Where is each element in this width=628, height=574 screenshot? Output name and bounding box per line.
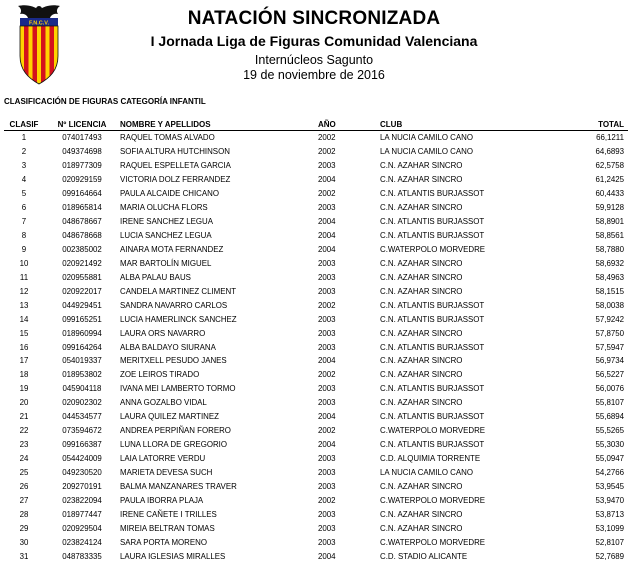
table-row xyxy=(4,284,628,298)
name-cell: MIREIA BELTRAN TOMAS xyxy=(120,523,215,533)
licence-cell: 020929159 xyxy=(62,175,102,185)
table-row xyxy=(4,507,628,521)
club-cell: C.N. AZAHAR SINCRO xyxy=(380,356,463,366)
column-header-nombre: NOMBRE Y APELLIDOS xyxy=(120,118,318,131)
name-cell: BALMA MANZANARES TRAVER xyxy=(120,481,237,491)
club-cell: C.WATERPOLO MORVEDRE xyxy=(380,244,486,254)
year-cell: 2002 xyxy=(318,133,336,143)
table-row xyxy=(4,298,628,312)
licence-cell: 020929504 xyxy=(62,523,102,533)
table-row xyxy=(4,549,628,563)
total-cell: 58,1515 xyxy=(595,286,624,296)
name-cell: PAULA IBORRA PLAJA xyxy=(120,495,204,505)
name-cell: LAURA QUILEZ MARTINEZ xyxy=(120,412,219,422)
table-row xyxy=(4,243,628,257)
year-cell: 2004 xyxy=(318,440,336,450)
total-cell: 53,8713 xyxy=(595,509,624,519)
club-cell: C.N. AZAHAR SINCRO xyxy=(380,161,463,171)
total-cell: 59,9128 xyxy=(595,203,624,213)
year-cell: 2003 xyxy=(318,161,336,171)
rank-cell: 8 xyxy=(21,231,27,241)
page-title: NATACIÓN SINCRONIZADA xyxy=(187,8,441,29)
licence-cell: 023824124 xyxy=(62,537,102,547)
rank-cell: 24 xyxy=(19,454,29,464)
name-cell: ANDREA PERPIÑAN FORERO xyxy=(120,426,231,436)
year-cell: 2003 xyxy=(318,272,336,282)
table-row xyxy=(4,493,628,507)
rank-cell: 17 xyxy=(19,356,29,366)
club-cell: C.WATERPOLO MORVEDRE xyxy=(380,426,486,436)
total-cell: 56,0076 xyxy=(595,384,624,394)
total-cell: 53,9545 xyxy=(595,481,624,491)
year-cell: 2004 xyxy=(318,217,336,227)
table-row xyxy=(4,326,628,340)
column-header-anio: AÑO xyxy=(318,118,380,131)
name-cell: VICTORIA DOLZ FERRANDEZ xyxy=(120,175,231,185)
rank-cell: 23 xyxy=(19,440,29,450)
rank-cell: 14 xyxy=(19,314,29,324)
year-cell: 2003 xyxy=(318,467,336,477)
licence-cell: 002385002 xyxy=(62,244,102,254)
total-cell: 57,8750 xyxy=(595,328,624,338)
date-text: 19 de noviembre de 2016 xyxy=(243,68,385,82)
table-row xyxy=(4,396,628,410)
total-cell: 53,9470 xyxy=(595,495,624,505)
name-cell: SANDRA NAVARRO CARLOS xyxy=(120,300,228,310)
year-cell: 2003 xyxy=(318,509,336,519)
rank-cell: 15 xyxy=(19,328,29,338)
name-cell: LAURA ORS NAVARRO xyxy=(120,328,206,338)
name-cell: PAULA ALCAIDE CHICANO xyxy=(120,189,219,199)
total-cell: 62,5758 xyxy=(595,161,624,171)
rank-cell: 22 xyxy=(19,426,29,436)
licence-cell: 018977447 xyxy=(62,509,102,519)
year-cell: 2002 xyxy=(318,495,336,505)
licence-cell: 049374698 xyxy=(62,147,102,157)
licence-cell: 054424009 xyxy=(62,454,102,464)
club-cell: C.D. STADIO ALICANTE xyxy=(380,551,468,561)
rank-cell: 31 xyxy=(19,551,29,561)
total-cell: 55,5265 xyxy=(595,426,624,436)
name-cell: SOFIA ALTURA HUTCHINSON xyxy=(120,147,230,157)
club-cell: C.N. AZAHAR SINCRO xyxy=(380,370,463,380)
rank-cell: 3 xyxy=(21,161,27,171)
club-cell: C.N. AZAHAR SINCRO xyxy=(380,509,463,519)
rank-cell: 26 xyxy=(19,481,29,491)
total-cell: 64,6893 xyxy=(595,147,624,157)
club-cell: C.N. AZAHAR SINCRO xyxy=(380,481,463,491)
licence-cell: 044929451 xyxy=(62,300,102,310)
name-cell: LAURA IGLESIAS MIRALLES xyxy=(120,551,226,561)
name-cell: SARA PORTA MORENO xyxy=(120,537,207,547)
total-cell: 56,9734 xyxy=(595,356,624,366)
year-cell: 2002 xyxy=(318,189,336,199)
licence-cell: 020921492 xyxy=(62,258,102,268)
table-row xyxy=(4,521,628,535)
club-cell: C.N. AZAHAR SINCRO xyxy=(380,286,463,296)
year-cell: 2002 xyxy=(318,300,336,310)
total-cell: 58,8901 xyxy=(595,217,624,227)
year-cell: 2002 xyxy=(318,370,336,380)
total-cell: 55,8107 xyxy=(595,398,624,408)
year-cell: 2003 xyxy=(318,258,336,268)
year-cell: 2004 xyxy=(318,175,336,185)
name-cell: LUCIA SANCHEZ LEGUA xyxy=(120,231,212,241)
total-cell: 53,1099 xyxy=(595,523,624,533)
venue-text: Internúcleos Sagunto xyxy=(254,53,374,67)
rank-cell: 5 xyxy=(21,189,27,199)
year-cell: 2002 xyxy=(318,147,336,157)
name-cell: IVANA MEI LAMBERTO TORMO xyxy=(120,384,236,394)
club-cell: C.N. AZAHAR SINCRO xyxy=(380,203,463,213)
rank-cell: 20 xyxy=(19,398,29,408)
table-header xyxy=(4,118,628,131)
rank-cell: 4 xyxy=(21,175,27,185)
licence-cell: 018953802 xyxy=(62,370,102,380)
column-header-club: CLUB xyxy=(380,118,566,131)
licence-cell: 018965814 xyxy=(62,203,102,213)
year-cell: 2003 xyxy=(318,398,336,408)
club-cell: C.N. ATLANTIS BURJASSOT xyxy=(380,300,485,310)
total-cell: 55,0947 xyxy=(595,454,624,464)
total-cell: 58,7880 xyxy=(595,244,624,254)
rank-cell: 18 xyxy=(19,370,29,380)
table-row xyxy=(4,159,628,173)
total-cell: 66,1211 xyxy=(596,133,624,143)
table-row xyxy=(4,215,628,229)
total-cell: 52,8107 xyxy=(595,537,624,547)
name-cell: IRENE CAÑETE I TRILLES xyxy=(120,509,217,519)
total-cell: 54,2766 xyxy=(595,467,624,477)
results-table xyxy=(4,118,628,563)
table-row xyxy=(4,479,628,493)
total-cell: 58,6932 xyxy=(595,258,624,268)
club-cell: LA NUCIA CAMILO CANO xyxy=(380,133,473,143)
club-cell: C.N. ATLANTIS BURJASSOT xyxy=(380,440,485,450)
table-row xyxy=(4,368,628,382)
name-cell: ALBA PALAU BAUS xyxy=(120,272,191,282)
name-cell: MARIA OLUCHA FLORS xyxy=(120,203,208,213)
club-cell: C.N. ATLANTIS BURJASSOT xyxy=(380,217,485,227)
club-cell: C.N. ATLANTIS BURJASSOT xyxy=(380,342,485,352)
rank-cell: 10 xyxy=(19,258,29,268)
licence-cell: 054019337 xyxy=(62,356,102,366)
name-cell: ANNA GOZALBO VIDAL xyxy=(120,398,207,408)
name-cell: MAR BARTOLÍN MIGUEL xyxy=(120,258,212,268)
table-row xyxy=(4,312,628,326)
club-cell: C.N. AZAHAR SINCRO xyxy=(380,175,463,185)
rank-cell: 29 xyxy=(19,523,29,533)
licence-cell: 099165251 xyxy=(62,314,102,324)
rank-cell: 13 xyxy=(19,300,29,310)
year-cell: 2003 xyxy=(318,286,336,296)
table-row xyxy=(4,340,628,354)
year-cell: 2004 xyxy=(318,231,336,241)
rank-cell: 12 xyxy=(19,286,29,296)
rank-cell: 11 xyxy=(19,272,29,282)
name-cell: IRENE SANCHEZ LEGUA xyxy=(120,217,213,227)
table-row xyxy=(4,382,628,396)
svg-text:F.N.C.V.: F.N.C.V. xyxy=(29,20,49,27)
year-cell: 2003 xyxy=(318,342,336,352)
column-header-total: TOTAL xyxy=(566,118,628,131)
year-cell: 2003 xyxy=(318,537,336,547)
rank-cell: 1 xyxy=(21,133,27,143)
club-cell: C.N. AZAHAR SINCRO xyxy=(380,328,463,338)
rank-cell: 9 xyxy=(21,244,27,254)
name-cell: LUNA LLORA DE GREGORIO xyxy=(120,440,227,450)
club-cell: C.N. ATLANTIS BURJASSOT xyxy=(380,384,485,394)
table-row xyxy=(4,201,628,215)
table-row xyxy=(4,424,628,438)
licence-cell: 049230520 xyxy=(62,467,102,477)
club-cell: C.WATERPOLO MORVEDRE xyxy=(380,495,486,505)
year-cell: 2003 xyxy=(318,384,336,394)
rank-cell: 21 xyxy=(19,412,29,422)
name-cell: MERITXELL PESUDO JANES xyxy=(120,356,227,366)
section-title: CLASIFICACIÓN DE FIGURAS CATEGORÍA INFANTIL xyxy=(4,97,206,106)
licence-cell: 044534577 xyxy=(62,412,102,422)
year-cell: 2004 xyxy=(318,412,336,422)
licence-cell: 074017493 xyxy=(62,133,102,143)
rank-cell: 25 xyxy=(19,467,29,477)
table-row xyxy=(4,452,628,466)
year-cell: 2004 xyxy=(318,244,336,254)
table-body xyxy=(4,131,628,564)
club-cell: C.WATERPOLO MORVEDRE xyxy=(380,537,486,547)
licence-cell: 048678668 xyxy=(62,231,102,241)
table-row xyxy=(4,173,628,187)
page-subtitle: I Jornada Liga de Figuras Comunidad Valenciana xyxy=(150,33,478,49)
club-cell: C.N. ATLANTIS BURJASSOT xyxy=(380,231,485,241)
licence-cell: 099164664 xyxy=(62,189,102,199)
licence-cell: 020955881 xyxy=(62,272,102,282)
licence-cell: 023822094 xyxy=(62,495,102,505)
year-cell: 2003 xyxy=(318,523,336,533)
total-cell: 58,8561 xyxy=(595,231,624,241)
year-cell: 2003 xyxy=(318,203,336,213)
name-cell: MARIETA DEVESA SUCH xyxy=(120,467,213,477)
table-row xyxy=(4,256,628,270)
name-cell: LUCIA HAMERLINCK SANCHEZ xyxy=(120,314,237,324)
table-row xyxy=(4,229,628,243)
total-cell: 58,4963 xyxy=(595,272,624,282)
licence-cell: 048783335 xyxy=(62,551,102,561)
club-cell: C.N. AZAHAR SINCRO xyxy=(380,398,463,408)
total-cell: 60,4433 xyxy=(595,189,624,199)
rank-cell: 19 xyxy=(19,384,29,394)
licence-cell: 018977309 xyxy=(62,161,102,171)
rank-cell: 28 xyxy=(19,509,29,519)
year-cell: 2003 xyxy=(318,481,336,491)
club-cell: C.N. ATLANTIS BURJASSOT xyxy=(380,189,485,199)
total-cell: 57,9242 xyxy=(595,314,624,324)
name-cell: RAQUEL TOMAS ALVADO xyxy=(120,133,215,143)
name-cell: ALBA BALDAYO SIURANA xyxy=(120,342,216,352)
licence-cell: 020902302 xyxy=(62,398,102,408)
year-cell: 2003 xyxy=(318,314,336,324)
club-cell: C.N. AZAHAR SINCRO xyxy=(380,523,463,533)
column-header-clasif: CLASIF xyxy=(4,118,44,131)
total-cell: 55,6894 xyxy=(595,412,624,422)
rank-cell: 6 xyxy=(21,203,27,213)
year-cell: 2004 xyxy=(318,551,336,561)
total-cell: 56,5227 xyxy=(595,370,624,380)
total-cell: 57,5947 xyxy=(595,342,624,352)
club-cell: C.N. AZAHAR SINCRO xyxy=(380,258,463,268)
total-cell: 55,3030 xyxy=(595,440,624,450)
name-cell: RAQUEL ESPELLETA GARCIA xyxy=(120,161,231,171)
table-row xyxy=(4,145,628,159)
rank-cell: 27 xyxy=(19,495,29,505)
rank-cell: 2 xyxy=(21,147,27,157)
year-cell: 2003 xyxy=(318,454,336,464)
club-cell: C.N. ATLANTIS BURJASSOT xyxy=(380,412,485,422)
table-row xyxy=(4,466,628,480)
rank-cell: 30 xyxy=(19,537,29,547)
rank-cell: 16 xyxy=(19,342,29,352)
name-cell: CANDELA MARTINEZ CLIMENT xyxy=(120,286,237,296)
name-cell: LAIA LATORRE VERDU xyxy=(120,454,206,464)
total-cell: 52,7689 xyxy=(595,551,624,561)
year-cell: 2002 xyxy=(318,426,336,436)
name-cell: ZOE LEIROS TIRADO xyxy=(120,370,200,380)
club-cell: C.D. ALQUIMIA TORRENTE xyxy=(380,454,481,464)
table-row xyxy=(4,187,628,201)
column-header-licencia: Nº LICENCIA xyxy=(44,118,120,131)
licence-cell: 045904118 xyxy=(62,384,102,394)
table-row xyxy=(4,354,628,368)
licence-cell: 099166387 xyxy=(62,440,102,450)
club-cell: C.N. AZAHAR SINCRO xyxy=(380,272,463,282)
club-cell: LA NUCIA CAMILO CANO xyxy=(380,467,473,477)
total-cell: 61,2425 xyxy=(595,175,624,185)
total-cell: 58,0038 xyxy=(595,300,624,310)
licence-cell: 209270191 xyxy=(62,481,102,491)
licence-cell: 048678667 xyxy=(62,217,102,227)
table-row xyxy=(4,410,628,424)
year-cell: 2004 xyxy=(318,356,336,366)
club-cell: C.N. ATLANTIS BURJASSOT xyxy=(380,314,485,324)
year-cell: 2003 xyxy=(318,328,336,338)
rank-cell: 7 xyxy=(21,217,27,227)
table-row xyxy=(4,131,628,145)
licence-cell: 073594672 xyxy=(62,426,102,436)
table-row xyxy=(4,535,628,549)
table-row xyxy=(4,270,628,284)
licence-cell: 020922017 xyxy=(62,286,102,296)
table-row xyxy=(4,438,628,452)
name-cell: AINARA MOTA FERNANDEZ xyxy=(120,244,224,254)
licence-cell: 099164264 xyxy=(62,342,102,352)
club-cell: LA NUCIA CAMILO CANO xyxy=(380,147,473,157)
licence-cell: 018960994 xyxy=(62,328,102,338)
